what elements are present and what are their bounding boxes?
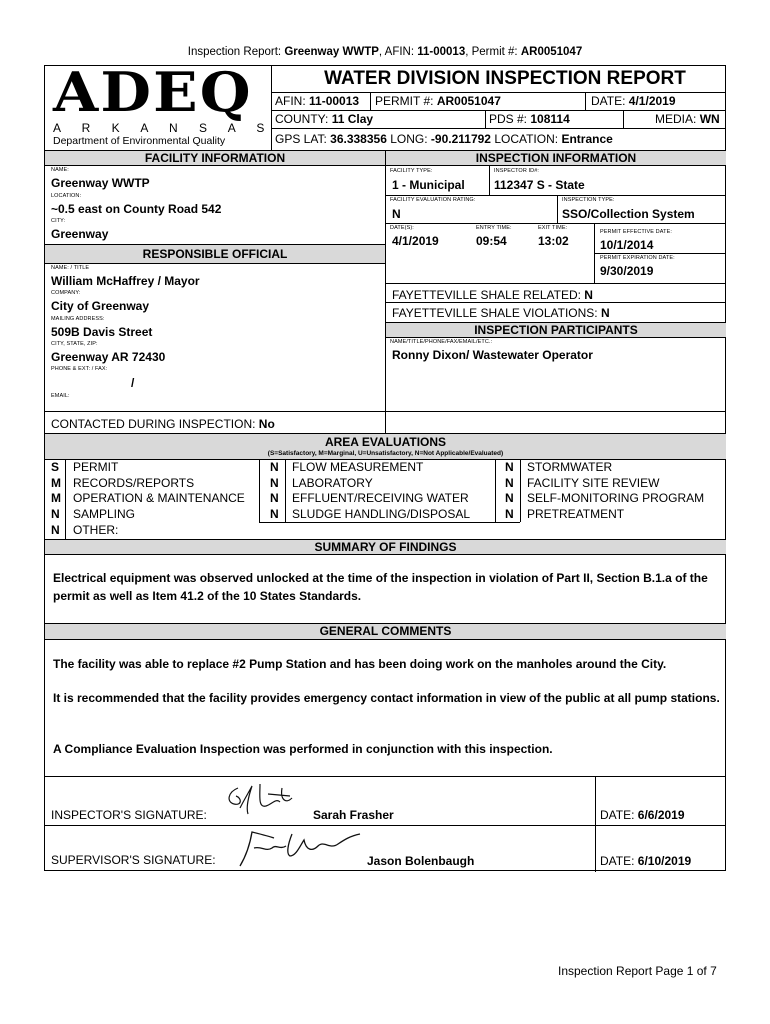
rating: N xyxy=(392,207,401,221)
official-csz-label: CITY, STATE, ZIP: xyxy=(51,341,98,347)
permit-effective-label: PERMIT EFFECTIVE DATE: xyxy=(600,229,672,235)
facility-type: 1 - Municipal xyxy=(392,178,465,192)
participants-label: NAME/TITLE/PHONE/FAX/EMAIL/ETC.: xyxy=(390,339,493,345)
exit-time: 13:02 xyxy=(538,234,569,248)
comment-2: It is recommended that the facility provides emergency contact information in view of the public at all pump stations. xyxy=(53,691,720,705)
official-company-label: COMPANY: xyxy=(51,290,81,296)
stormwater-rating: N xyxy=(505,460,514,474)
county-field: COUNTY: 11 Clay xyxy=(275,112,374,126)
official-phone: / xyxy=(131,376,135,390)
records-area: RECORDS/REPORTS xyxy=(73,476,195,490)
other-area: OTHER: xyxy=(73,523,119,537)
comment-1: The facility was able to replace #2 Pump Station and has been doing work on the manholes around the City. xyxy=(53,657,667,671)
header-permit: AR0051047 xyxy=(520,46,583,58)
facility-location-label: LOCATION: xyxy=(51,193,82,199)
inspection-info-header: INSPECTION INFORMATION xyxy=(475,151,637,165)
effluent-area: EFFLUENT/RECEIVING WATER xyxy=(292,491,469,505)
pds-field: PDS #: 108114 xyxy=(489,112,570,126)
report-frame xyxy=(44,60,726,871)
inspection-type: SSO/Collection System xyxy=(562,207,695,221)
header-prefix: Inspection Report: xyxy=(187,46,282,58)
area-legend: (S=Satisfactory, M=Marginal, U=Unsatisfactory, N=Not Applicable/Evaluated) xyxy=(267,450,504,457)
facility-city-label: CITY: xyxy=(51,218,66,224)
participants: Ronny Dixon/ Wastewater Operator xyxy=(392,348,593,362)
participants-header: INSPECTION PARTICIPANTS xyxy=(474,323,638,337)
exit-time-label: EXIT TIME: xyxy=(538,225,568,231)
date-field: DATE: 4/1/2019 xyxy=(591,94,676,108)
entry-time-label: ENTRY TIME: xyxy=(476,225,512,231)
inspector-signature-label: INSPECTOR'S SIGNATURE: xyxy=(51,808,207,822)
permit-field: PERMIT #: AR0051047 xyxy=(375,94,501,108)
facility-info-header: FACILITY INFORMATION xyxy=(144,151,286,165)
supervisor-signature-label: SUPERVISOR'S SIGNATURE: xyxy=(51,853,216,867)
facility-name: Greenway WWTP xyxy=(51,176,150,190)
header-permit-label: , Permit #: xyxy=(465,46,518,58)
dates-label: DATE(S): xyxy=(390,225,414,231)
official-phone-label: PHONE & EXT: / FAX: xyxy=(51,366,108,372)
inspector-id: 112347 S - State xyxy=(494,178,585,192)
sludge-rating: N xyxy=(270,507,279,521)
permit-expiration-label: PERMIT EXPIRATION DATE: xyxy=(600,255,675,261)
lab-area: LABORATORY xyxy=(292,476,373,490)
inspector-id-label: INSPECTOR ID#: xyxy=(494,168,540,174)
inspection-type-label: INSPECTION TYPE: xyxy=(562,197,615,203)
facility-name-label: NAME: xyxy=(51,167,69,173)
shale-related: FAYETTEVILLE SHALE RELATED: N xyxy=(392,288,593,302)
contacted-during-inspection: CONTACTED DURING INSPECTION: No xyxy=(51,417,275,431)
entry-time: 09:54 xyxy=(476,234,507,248)
gps-field: GPS LAT: 36.338356 LONG: -90.211792 LOCATION: Entrance xyxy=(275,132,613,146)
findings-header: SUMMARY OF FINDINGS xyxy=(314,540,457,554)
report-title: WATER DIVISION INSPECTION REPORT xyxy=(324,68,686,89)
inspector-date: DATE: 6/6/2019 xyxy=(600,808,685,822)
official-address: 509B Davis Street xyxy=(51,325,153,339)
afin-field: AFIN: 11-00013 xyxy=(275,94,360,108)
stormwater-area: STORMWATER xyxy=(527,460,613,474)
comment-3: A Compliance Evaluation Inspection was performed in conjunction with this inspection. xyxy=(53,742,553,756)
site-review-area: FACILITY SITE REVIEW xyxy=(527,476,660,490)
report-header-line xyxy=(0,46,770,58)
official-csz: Greenway AR 72430 xyxy=(51,350,166,364)
logo-dept: Department of Environmental Quality xyxy=(53,135,226,147)
permit-area: PERMIT xyxy=(73,460,119,474)
shale-violations: FAYETTEVILLE SHALE VIOLATIONS: N xyxy=(392,306,610,320)
header-facility: Greenway WWTP xyxy=(284,46,379,58)
sampling-rating: N xyxy=(51,507,60,521)
pretreatment-rating: N xyxy=(505,507,514,521)
om-area: OPERATION & MAINTENANCE xyxy=(73,491,245,505)
records-rating: M xyxy=(51,476,61,490)
self-monitoring-area: SELF-MONITORING PROGRAM xyxy=(527,491,705,505)
flow-area: FLOW MEASUREMENT xyxy=(292,460,424,474)
rating-label: FACILITY EVALUATION RATING: xyxy=(390,197,476,203)
self-monitoring-rating: N xyxy=(505,491,514,505)
official-name: William McHaffrey / Mayor xyxy=(51,274,200,288)
supervisor-signature xyxy=(230,826,370,870)
official-name-label: NAME: / TITLE xyxy=(51,265,90,271)
om-rating: M xyxy=(51,491,61,505)
effluent-rating: N xyxy=(270,491,279,505)
site-review-rating: N xyxy=(505,476,514,490)
facility-location: ~0.5 east on County Road 542 xyxy=(51,202,222,216)
permit-rating: S xyxy=(51,460,60,474)
supervisor-date: DATE: 6/10/2019 xyxy=(600,854,692,868)
media-field: MEDIA: WN xyxy=(655,112,720,126)
logo-state: A R K A N S A S xyxy=(53,121,274,135)
facility-city: Greenway xyxy=(51,227,109,241)
sampling-area: SAMPLING xyxy=(73,507,136,521)
official-email-label: EMAIL: xyxy=(51,393,70,399)
sludge-area: SLUDGE HANDLING/DISPOSAL xyxy=(292,507,471,521)
header-afin: 11-00013 xyxy=(417,46,466,58)
header-afin-label: , AFIN: xyxy=(378,46,415,58)
facility-type-label: FACILITY TYPE: xyxy=(390,168,433,174)
inspector-signature xyxy=(220,778,310,822)
permit-effective: 10/1/2014 xyxy=(600,238,654,252)
supervisor-name: Jason Bolenbaugh xyxy=(367,854,475,868)
other-rating: N xyxy=(51,523,60,537)
inspector-name: Sarah Frasher xyxy=(313,808,394,822)
official-company: City of Greenway xyxy=(51,299,150,313)
lab-rating: N xyxy=(270,476,279,490)
dates: 4/1/2019 xyxy=(392,234,439,248)
pretreatment-area: PRETREATMENT xyxy=(527,507,625,521)
permit-expiration: 9/30/2019 xyxy=(600,264,654,278)
official-address-label: MAILING ADDRESS: xyxy=(51,316,105,322)
comments-header: GENERAL COMMENTS xyxy=(319,624,452,638)
flow-rating: N xyxy=(270,460,279,474)
findings-text: Electrical equipment was observed unlocked at the time of the inspection in violation of Part II, Section B.1.a of the permit as well as Item 41.2 of the 10 States Standards. xyxy=(53,571,708,603)
page-footer: Inspection Report Page 1 of 7 xyxy=(558,964,717,978)
area-evaluations-header: AREA EVALUATIONS xyxy=(324,435,447,449)
adeq-logo: ADEQ xyxy=(53,60,253,124)
responsible-official-header: RESPONSIBLE OFFICIAL xyxy=(142,247,288,261)
